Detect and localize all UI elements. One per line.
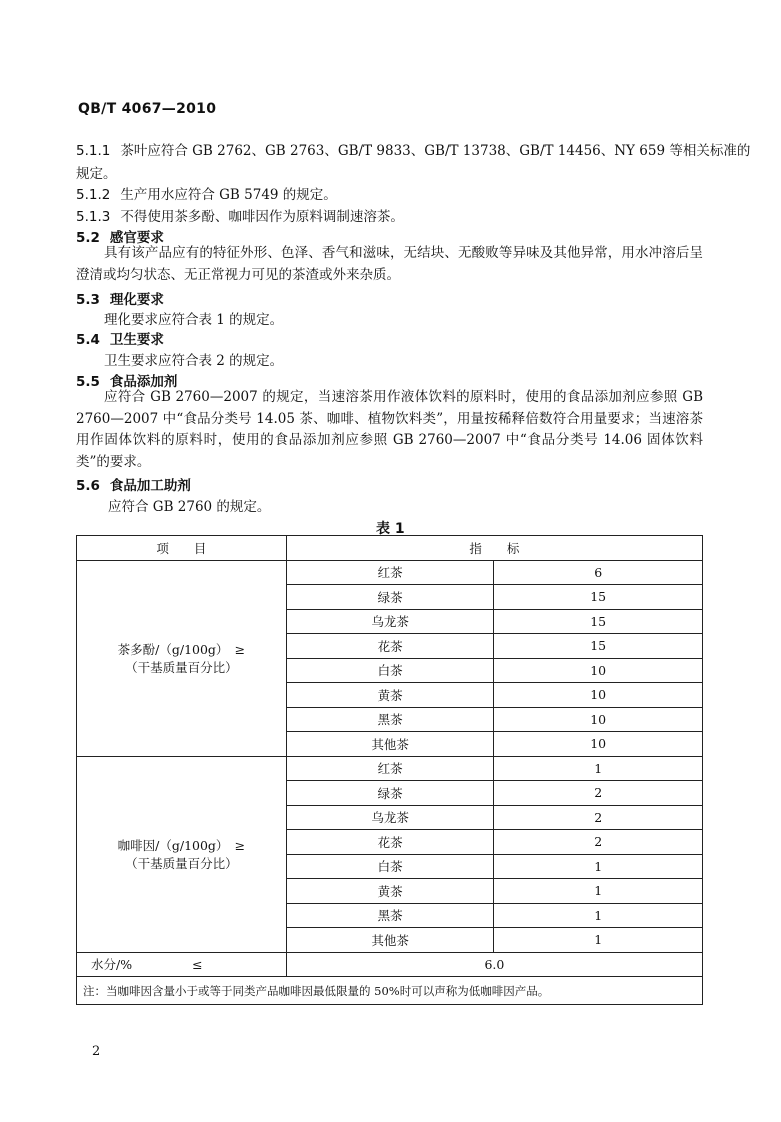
table-cell: 1 [494,854,703,879]
polyphenol-label: 茶多酚/（g/100g） ≥ （干基质量百分比） [77,560,287,756]
section-5-4-heading: 5.4 卫生要求 [76,332,164,348]
table-note: 注：当咖啡因含量小于或等于同类产品咖啡因最低限量的 50%时可以声称为低咖啡因产品。 [77,977,703,1005]
table-cell: 1 [494,928,703,953]
table-cell: 其他茶 [286,928,494,953]
table-cell: 10 [494,732,703,757]
table-cell: 黑茶 [286,707,494,732]
table-cell: 15 [494,609,703,634]
clause-5-1-1-cont: 规定。 [76,166,117,182]
table-cell: 黄茶 [286,683,494,708]
table-header-row [77,536,703,561]
table-cell: 黄茶 [286,879,494,904]
table-cell: 白茶 [286,854,494,879]
table-cell: 1 [494,903,703,928]
clause-5-1-2: 5.1.2 生产用水应符合 GB 5749 的规定。 [76,187,337,203]
table-cell: 15 [494,634,703,659]
table-cell: 2 [494,805,703,830]
section-5-2-heading: 5.2 感官要求 [76,230,164,246]
note-row [77,977,703,1005]
table-cell: 花茶 [286,634,494,659]
table-row [77,560,703,585]
caffeine-label: 咖啡因/（g/100g） ≥ （干基质量百分比） [77,756,287,952]
table-cell: 黑茶 [286,903,494,928]
table-cell: 白茶 [286,658,494,683]
section-5-5-heading: 5.5 食品添加剂 [76,374,178,390]
section-5-6-body: 应符合 GB 2760 的规定。 [108,499,271,515]
header-item: 项 目 [77,536,287,561]
table-cell: 其他茶 [286,732,494,757]
table-cell: 乌龙茶 [286,805,494,830]
table-cell: 红茶 [286,560,494,585]
table-cell: 1 [494,879,703,904]
table-cell: 10 [494,683,703,708]
table-cell: 红茶 [286,756,494,781]
table-cell: 15 [494,585,703,610]
table-row [77,756,703,781]
section-5-3-body: 理化要求应符合表 1 的规定。 [104,312,284,328]
table-cell: 6 [494,560,703,585]
header-index: 指 标 [286,536,702,561]
section-5-2-body: 具有该产品应有的特征外形、色泽、香气和滋味，无结块、无酸败等异味及其他异常，用水冲溶后呈澄清或均匀状态、无正常视力可见的茶渣或外来杂质。 [76,245,703,283]
section-5-4-body: 卫生要求应符合表 2 的规定。 [104,353,284,369]
table-cell: 1 [494,756,703,781]
table-cell: 10 [494,707,703,732]
clause-5-1-1: 5.1.1 茶叶应符合 GB 2762、GB 2763、GB/T 9833、GB/T 13738、GB/T 14456、NY 659 等相关标准的 [76,143,751,159]
section-5-5-body: 应符合 GB 2760—2007 的规定，当速溶茶用作液体饮料的原料时，使用的食品添加剂应参照 GB 2760—2007 中“食品分类号 14.05 茶、咖啡、植物饮料类”，用量按稀释倍数符合用量要求；当速溶茶用作固体饮料的原料时，使用的食品添加剂应参照 GB 2760—2007 中“食品分类号 14.06 固体饮料类”的要求。 [76,389,703,470]
table-cell: 花茶 [286,830,494,855]
page-number: 2 [92,1044,101,1059]
moisture-label: 水分/% ≤ [77,952,287,977]
physicochemical-table [76,535,703,1005]
moisture-row [77,952,703,977]
section-5-6-heading: 5.6 食品加工助剂 [76,478,191,494]
table-cell: 绿茶 [286,585,494,610]
table-cell: 10 [494,658,703,683]
section-5-3-heading: 5.3 理化要求 [76,292,164,308]
clause-5-1-3: 5.1.3 不得使用茶多酚、咖啡因作为原料调制速溶茶。 [76,209,404,225]
table-cell: 乌龙茶 [286,609,494,634]
table-caption: 表 1 [376,521,405,537]
document-header: QB/T 4067—2010 [78,101,217,117]
table-cell: 2 [494,830,703,855]
moisture-value: 6.0 [286,952,702,977]
table-cell: 2 [494,781,703,806]
table-cell: 绿茶 [286,781,494,806]
